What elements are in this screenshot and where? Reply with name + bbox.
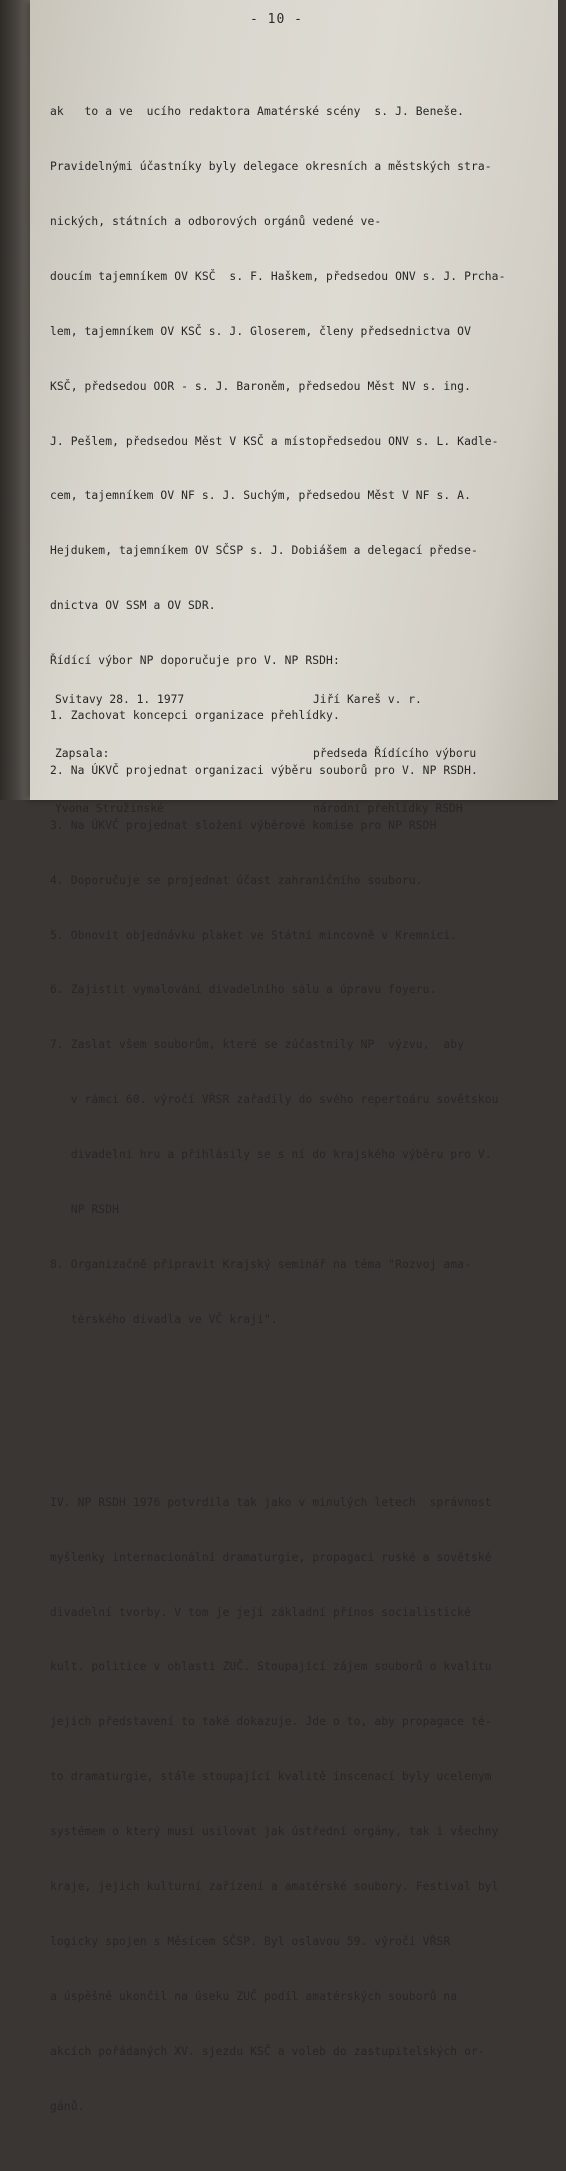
text-line: to dramaturgie, stále stoupající kvalitě inscenací byly ucelenym [50, 1770, 492, 1784]
list-item: 3. Na ÚKVČ projednat složení výběrové komise pro NP RSDH [50, 818, 437, 832]
signature-block-left [55, 654, 184, 837]
recorder-name: Yvona Stružinské [55, 802, 164, 816]
text-line: J. Pešlem, předsedou Měst V KSČ a místopředsedou ONV s. L. Kadle- [50, 434, 499, 448]
signatory-name: Jiří Kareš v. r. [313, 692, 422, 706]
list-item-continuation: térského divadla ve VČ kraji". [50, 1312, 278, 1326]
text-line: KSČ, předsedou OOR - s. J. Baroněm, předsedou Měst NV s. ing. [50, 379, 471, 393]
text-line: systémem o který musí usilovat jak ústřední orgány, tak i všechny [50, 1825, 499, 1839]
list-item: 4. Doporučuje se projednat účast zahraničního souboru. [50, 873, 423, 887]
recorded-by-label: Zapsala: [55, 747, 110, 761]
text-line: divadelní tvorby. V tom je její základní přínos socialistické [50, 1605, 471, 1619]
text-line: cem, tajemníkem OV NF s. J. Suchým, předsedou Měst V NF s. A. [50, 489, 471, 503]
signatory-organization: národní přehlídky RSDH [313, 802, 463, 816]
text-line: Pravidelnými účastníky byly delegace okresních a městských stra- [50, 160, 492, 174]
text-line: myšlenky internacionální dramaturgie, propagaci ruské a sovětské [50, 1550, 492, 1564]
list-item: 6. Zajistit vymalování divadelního sálu a úpravu foyeru. [50, 983, 437, 997]
text-line: gánů. [50, 2099, 85, 2113]
page-number: - 10 - [250, 12, 303, 27]
list-item: 2. Na ÚKVČ projednat organizaci výběru souborů pro V. NP RSDH. [50, 763, 478, 777]
list-item: 7. Zaslat všem souborům, které se zúčastnily NP výzvu, aby [50, 1038, 465, 1052]
text-line: ak to a ve ucího redaktora Amatérské scény s. J. Beneše. [50, 105, 465, 119]
text-line: kult. politice v oblasti ZUČ. Stoupající zájem souborů o kvalitu [50, 1660, 492, 1674]
text-line: a úspěšně ukončil na úseku ZUČ podíl amatérských souborů na [50, 1989, 458, 2003]
section-heading: Řídící výbor NP doporučuje pro V. NP RSDH: [50, 654, 340, 668]
text-line: kraje, jejich kulturní zařízení a amatérské soubory. Festival byl [50, 1879, 499, 1893]
list-item: 5. Obnovit objednávku plaket ve Státní mincovně v Kremnici. [50, 928, 458, 942]
paragraph-2 [50, 1457, 550, 2152]
text-line: IV. NP RSDH 1976 potvrdila tak jako v minulých letech správnost [50, 1495, 492, 1509]
list-item: 1. Zachovat koncepci organizace přehlídky. [50, 708, 340, 722]
background-edge [0, 0, 30, 800]
list-item-continuation: divadelní hru a přihlásily se s ní do krajského výběru pro V. [50, 1148, 492, 1162]
text-line: Hejdukem, tajemníkem OV SČSP s. J. Dobiášem a delegací předse- [50, 544, 478, 558]
list-item: 8. Organizačně připravit Krajský seminář na téma "Rozvoj ama- [50, 1257, 471, 1271]
document-body [50, 30, 550, 2171]
spacer [50, 1402, 550, 1420]
text-line: logicky spojen s Měsícem SČSP. Byl oslavou 59. výročí VŘSR [50, 1934, 451, 1948]
text-line: jejich představení to také dokazuje. Jde o to, aby propagace té- [50, 1715, 492, 1729]
text-line: doucím tajemníkem OV KSČ s. F. Haškem, předsedou ONV s. J. Prcha- [50, 269, 506, 283]
date-place: Svitavy 28. 1. 1977 [55, 692, 185, 706]
text-line: lem, tajemníkem OV KSČ s. J. Gloserem, členy předsednictva OV [50, 324, 471, 338]
list-item-continuation: NP RSDH [50, 1203, 120, 1216]
list-item-continuation: v rámci 60. výročí VŘSR zařadily do svého repertoáru sovětskou [50, 1093, 499, 1107]
text-line: akcích pořádaných XV. sjezdu KSČ a voleb do zastupitelských or- [50, 2044, 485, 2058]
signatory-title: předseda Řídícího výboru [313, 747, 477, 761]
text-line: dnictva OV SSM a OV SDR. [50, 599, 216, 613]
text-line: nických, státních a odborových orgánů vedené ve- [50, 214, 382, 228]
signature-block-right [313, 654, 476, 837]
